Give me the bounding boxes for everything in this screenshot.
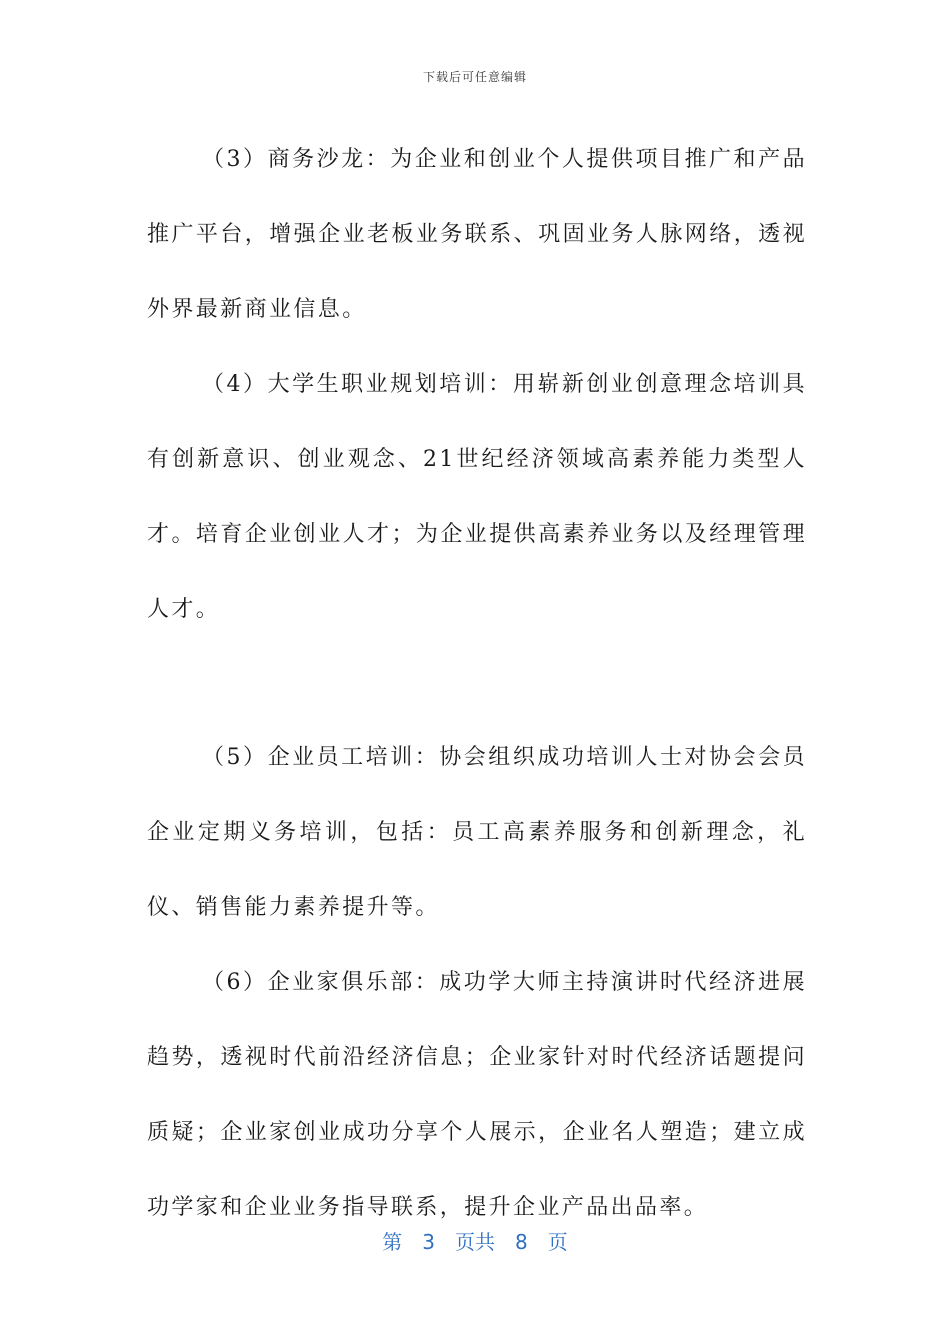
paragraph-career-training: （4）大学生职业规划培训：用崭新创业创意理念培训具有创新意识、创业观念、21世纪经济领域高素养能力类型人才。培育企业创业人才；为企业提供高素养业务以及经理管理人才。 (147, 372, 807, 622)
current-page-number: 3 (422, 1230, 435, 1254)
page-number-footer (0, 1226, 950, 1255)
total-pages-number: 8 (515, 1230, 528, 1254)
page-label-prefix: 第 (382, 1230, 403, 1254)
paragraph-entrepreneur-club: （6）企业家俱乐部：成功学大师主持演讲时代经济进展趋势，透视时代前沿经济信息；企业家针对时代经济话题提问质疑；企业家创业成功分享个人展示，企业名人塑造；建立成功学家和企业业务指导联系，提升企业产品出品率。 (147, 970, 807, 1220)
page-label-mid: 页共 (455, 1230, 495, 1254)
paragraph-employee-training: （5）企业员工培训：协会组织成功培训人士对协会会员企业定期义务培训，包括：员工高素养服务和创新理念，礼仪、销售能力素养提升等。 (147, 745, 807, 920)
document-body (147, 122, 807, 1245)
header-note: 下载后可任意编辑 (422, 70, 527, 84)
paragraph-business-salon: （3）商务沙龙：为企业和创业个人提供项目推广和产品推广平台，增强企业老板业务联系、巩固业务人脉网络，透视外界最新商业信息。 (147, 147, 807, 322)
page-label-suffix: 页 (547, 1230, 568, 1254)
